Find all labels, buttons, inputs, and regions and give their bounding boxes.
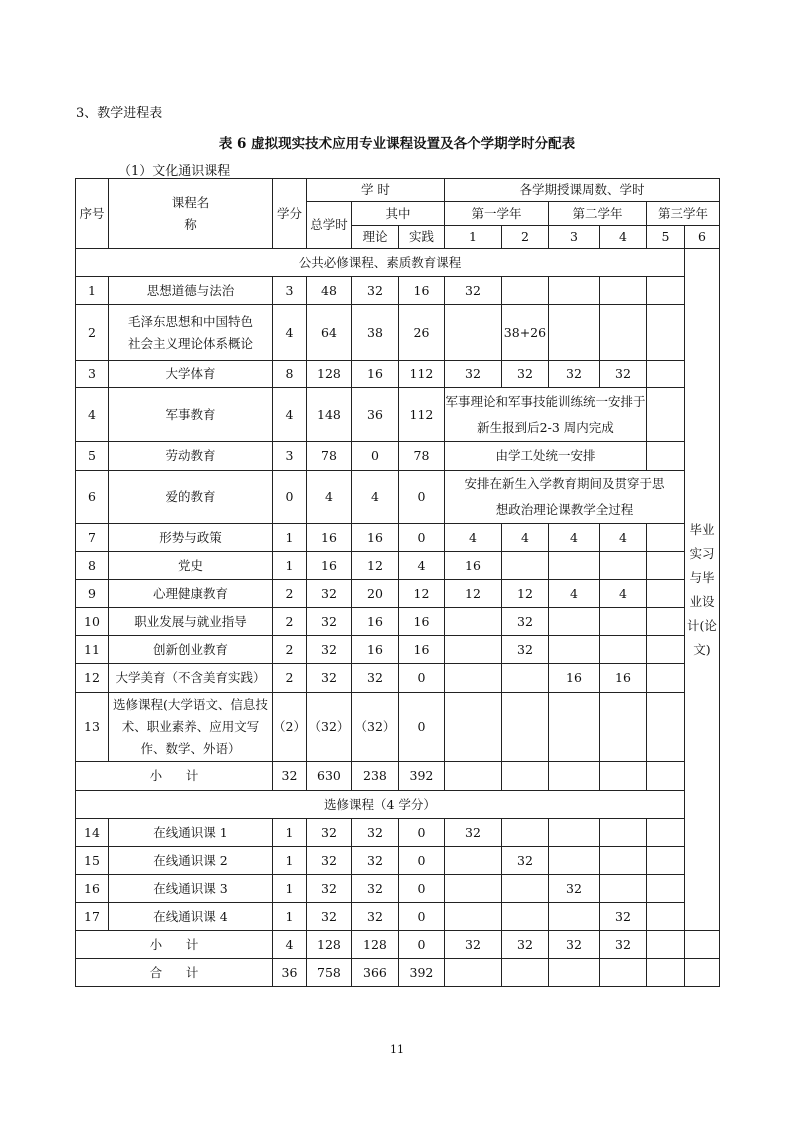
cell: 20 <box>351 580 398 608</box>
cell: 1 <box>273 903 307 931</box>
cell: 26 <box>398 305 444 361</box>
cell <box>599 636 646 664</box>
cell <box>646 636 684 664</box>
internship-label: 毕业实习与毕业设计(论文) <box>687 521 717 657</box>
cell: 16 <box>306 552 351 580</box>
course-name <box>109 305 273 361</box>
cell: 38+26 <box>501 305 548 361</box>
cell <box>548 277 599 305</box>
cell: 32 <box>306 819 351 847</box>
course-name-text: 在线通识课 1 <box>153 824 228 840</box>
row-number: 13 <box>76 693 109 762</box>
course-name-text: 军事教育 <box>165 406 216 422</box>
course-name-text: 选修课程(大学语文、信息技术、职业素养、应用文写作、数学、外语） <box>113 697 268 756</box>
course-name <box>109 875 273 903</box>
cell <box>646 819 684 847</box>
cell <box>646 552 684 580</box>
cell <box>548 693 599 762</box>
table-row <box>76 608 720 636</box>
course-name-text: 在线通识课 2 <box>153 852 228 868</box>
cell <box>444 875 501 903</box>
cell <box>599 277 646 305</box>
cell: 32 <box>501 847 548 875</box>
course-name <box>109 552 273 580</box>
cell: 32 <box>599 361 646 388</box>
cell: 32 <box>599 903 646 931</box>
header-sem-3: 3 <box>548 226 599 249</box>
course-name-text: 创新创业教育 <box>152 641 228 657</box>
cell: 16 <box>351 524 398 552</box>
cell <box>599 762 646 791</box>
cell: 32 <box>351 903 398 931</box>
cell: 32 <box>306 608 351 636</box>
row-number: 8 <box>76 552 109 580</box>
cell: 78 <box>306 442 351 471</box>
cell <box>548 847 599 875</box>
cell <box>501 959 548 987</box>
cell: 3 <box>273 442 307 471</box>
table-row <box>76 388 720 442</box>
subtotal-row <box>76 762 720 791</box>
cell: 112 <box>398 361 444 388</box>
table-row <box>76 552 720 580</box>
cell <box>646 361 684 388</box>
cell: 32 <box>273 762 307 791</box>
cell <box>599 959 646 987</box>
row-number: 9 <box>76 580 109 608</box>
page-number: 11 <box>390 1043 404 1056</box>
cell <box>548 762 599 791</box>
cell: 1 <box>273 847 307 875</box>
course-name <box>109 442 273 471</box>
cell <box>444 608 501 636</box>
cell: 4 <box>599 524 646 552</box>
course-name-text: 劳动教育 <box>165 448 216 463</box>
cell: 4 <box>306 471 351 524</box>
course-name <box>109 608 273 636</box>
course-name <box>109 847 273 875</box>
cell: 758 <box>306 959 351 987</box>
cell: 148 <box>306 388 351 442</box>
schedule-note <box>444 388 646 442</box>
subtotal-label: 小 计 <box>76 931 273 959</box>
course-name <box>109 664 273 693</box>
section-title: 选修课程（4 学分） <box>76 791 685 819</box>
table-row <box>76 305 720 361</box>
cell <box>501 277 548 305</box>
cell <box>684 959 719 987</box>
cell: 0 <box>351 442 398 471</box>
cell: 1 <box>273 819 307 847</box>
cell: 32 <box>351 819 398 847</box>
schedule-note-text: 军事理论和军事技能训练统一安排于新生报到后2-3 周内完成 <box>445 393 646 435</box>
header-sem-4: 4 <box>599 226 646 249</box>
cell <box>646 524 684 552</box>
cell: 366 <box>351 959 398 987</box>
cell <box>646 664 684 693</box>
table-row <box>76 636 720 664</box>
cell: 32 <box>351 664 398 693</box>
course-name-text: 在线通识课 3 <box>153 880 228 896</box>
cell: 4 <box>273 931 307 959</box>
cell: （32） <box>351 693 398 762</box>
row-number: 1 <box>76 277 109 305</box>
course-name-text: 大学体育 <box>165 366 216 381</box>
subheading: （1）文化通识课程 <box>118 164 231 179</box>
cell: 128 <box>306 361 351 388</box>
cell: 128 <box>351 931 398 959</box>
cell: 32 <box>351 277 398 305</box>
table-row <box>76 524 720 552</box>
cell: 32 <box>501 636 548 664</box>
cell <box>548 959 599 987</box>
cell: 32 <box>501 608 548 636</box>
section-title: 公共必修课程、素质教育课程 <box>76 249 685 277</box>
course-name <box>109 524 273 552</box>
course-name-text: 思想道德与法治 <box>146 282 235 298</box>
cell: 1 <box>273 875 307 903</box>
cell: 4 <box>444 524 501 552</box>
cell: 112 <box>398 388 444 442</box>
section-heading: 3、教学进程表 <box>76 106 163 121</box>
course-name-text: 职业发展与就业指导 <box>134 613 247 629</box>
course-name-text: 在线通识课 4 <box>153 908 228 924</box>
table-row <box>76 819 720 847</box>
table-row <box>76 580 720 608</box>
cell: 16 <box>444 552 501 580</box>
cell: 2 <box>273 636 307 664</box>
course-name-text: 爱的教育 <box>165 489 216 504</box>
table-row <box>76 277 720 305</box>
cell <box>501 693 548 762</box>
course-name <box>109 903 273 931</box>
schedule-note-text: 由学工处统一安排 <box>495 448 596 463</box>
section-row <box>76 249 720 277</box>
cell: 128 <box>306 931 351 959</box>
header-credit: 学分 <box>273 179 307 249</box>
course-name <box>109 636 273 664</box>
cell: 4 <box>351 471 398 524</box>
cell <box>501 903 548 931</box>
cell <box>599 819 646 847</box>
course-name <box>109 819 273 847</box>
cell: 1 <box>273 524 307 552</box>
table-row <box>76 664 720 693</box>
cell <box>646 693 684 762</box>
header-course-name: 课程名称 <box>109 179 273 249</box>
cell: 12 <box>444 580 501 608</box>
course-name <box>109 277 273 305</box>
cell <box>444 636 501 664</box>
cell: 16 <box>351 608 398 636</box>
course-name <box>109 580 273 608</box>
header-year3: 第三学年 <box>646 202 719 226</box>
cell: 12 <box>398 580 444 608</box>
cell <box>501 664 548 693</box>
cell: 4 <box>501 524 548 552</box>
cell: 48 <box>306 277 351 305</box>
header-year2: 第二学年 <box>548 202 646 226</box>
cell: 32 <box>548 361 599 388</box>
cell <box>599 552 646 580</box>
cell: 392 <box>398 762 444 791</box>
header-of-which: 其中 <box>351 202 444 226</box>
cell <box>646 388 684 442</box>
cell <box>599 847 646 875</box>
cell <box>646 277 684 305</box>
cell <box>501 875 548 903</box>
course-name-text: 形势与政策 <box>159 529 222 545</box>
cell <box>646 875 684 903</box>
cell <box>599 608 646 636</box>
cell <box>646 305 684 361</box>
cell <box>501 552 548 580</box>
cell: 32 <box>599 931 646 959</box>
cell <box>646 959 684 987</box>
row-number: 2 <box>76 305 109 361</box>
cell: 4 <box>273 305 307 361</box>
cell: 36 <box>273 959 307 987</box>
course-name <box>109 693 273 762</box>
cell: 0 <box>398 693 444 762</box>
header-sem-5: 5 <box>646 226 684 249</box>
header-year1: 第一学年 <box>444 202 548 226</box>
cell: 0 <box>398 664 444 693</box>
schedule-note-text: 安排在新生入学教育期间及贯穿于思想政治理论课教学全过程 <box>464 476 665 517</box>
cell: 32 <box>306 580 351 608</box>
cell: 8 <box>273 361 307 388</box>
cell <box>548 903 599 931</box>
header-semesters: 各学期授课周数、学时 <box>444 179 719 202</box>
row-number: 6 <box>76 471 109 524</box>
course-name <box>109 471 273 524</box>
cell: 32 <box>548 875 599 903</box>
cell: 32 <box>306 636 351 664</box>
cell: 4 <box>398 552 444 580</box>
table-row <box>76 442 720 471</box>
cell <box>444 693 501 762</box>
cell <box>646 762 684 791</box>
cell: 630 <box>306 762 351 791</box>
internship-cell <box>684 249 719 931</box>
cell: 38 <box>351 305 398 361</box>
cell <box>444 305 501 361</box>
subtotal-label: 合 计 <box>76 959 273 987</box>
cell: 32 <box>306 875 351 903</box>
cell: 32 <box>501 931 548 959</box>
cell: 32 <box>444 931 501 959</box>
cell: 12 <box>501 580 548 608</box>
header-practice: 实践 <box>398 226 444 249</box>
row-number: 10 <box>76 608 109 636</box>
cell: 16 <box>599 664 646 693</box>
cell: 32 <box>444 819 501 847</box>
cell: 32 <box>306 847 351 875</box>
cell: 16 <box>398 608 444 636</box>
cell: 0 <box>398 471 444 524</box>
subtotal-label: 小 计 <box>76 762 273 791</box>
cell: 32 <box>548 931 599 959</box>
cell <box>599 693 646 762</box>
cell <box>599 305 646 361</box>
course-name-text: 毛泽东思想和中国特色社会主义理论体系概论 <box>127 313 253 351</box>
cell: 4 <box>599 580 646 608</box>
cell <box>548 552 599 580</box>
row-number: 14 <box>76 819 109 847</box>
cell: 2 <box>273 608 307 636</box>
header-hours: 学 时 <box>306 179 444 202</box>
cell: 0 <box>398 847 444 875</box>
cell <box>444 959 501 987</box>
row-number: 7 <box>76 524 109 552</box>
table-row <box>76 361 720 388</box>
cell <box>684 931 719 959</box>
cell <box>646 442 684 471</box>
section-row <box>76 791 720 819</box>
row-number: 15 <box>76 847 109 875</box>
cell: 16 <box>398 277 444 305</box>
header-no: 序号 <box>76 179 109 249</box>
table-title: 表 6 虚拟现实技术应用专业课程设置及各个学期学时分配表 <box>218 136 576 152</box>
cell: 4 <box>548 580 599 608</box>
cell: 78 <box>398 442 444 471</box>
cell <box>646 847 684 875</box>
cell <box>646 903 684 931</box>
cell <box>599 875 646 903</box>
cell: 16 <box>306 524 351 552</box>
cell: 0 <box>273 471 307 524</box>
table-row <box>76 847 720 875</box>
cell: （2） <box>273 693 307 762</box>
cell: 3 <box>273 277 307 305</box>
schedule-note <box>444 471 684 524</box>
cell: 32 <box>444 277 501 305</box>
cell <box>444 903 501 931</box>
row-number: 12 <box>76 664 109 693</box>
cell: 4 <box>273 388 307 442</box>
cell: 16 <box>351 636 398 664</box>
cell: 0 <box>398 903 444 931</box>
cell: 1 <box>273 552 307 580</box>
header-theory: 理论 <box>351 226 398 249</box>
cell: 32 <box>351 847 398 875</box>
cell: 32 <box>444 361 501 388</box>
cell: 32 <box>306 903 351 931</box>
cell <box>444 664 501 693</box>
cell <box>646 931 684 959</box>
cell: 16 <box>351 361 398 388</box>
cell: 0 <box>398 524 444 552</box>
subtotal-row <box>76 931 720 959</box>
schedule-note <box>444 442 646 471</box>
header-sem-1: 1 <box>444 226 501 249</box>
cell: 64 <box>306 305 351 361</box>
header-total-hours: 总学时 <box>306 202 351 249</box>
cell: 16 <box>398 636 444 664</box>
row-number: 17 <box>76 903 109 931</box>
cell: 12 <box>351 552 398 580</box>
cell: 32 <box>306 664 351 693</box>
cell: （32） <box>306 693 351 762</box>
course-name <box>109 361 273 388</box>
cell: 0 <box>398 875 444 903</box>
course-schedule-table <box>75 178 720 987</box>
cell: 32 <box>501 361 548 388</box>
course-name-text: 大学美育（不含美育实践） <box>115 670 266 685</box>
row-number: 11 <box>76 636 109 664</box>
table-row <box>76 471 720 524</box>
course-name-text: 心理健康教育 <box>152 585 228 601</box>
cell <box>548 636 599 664</box>
row-number: 5 <box>76 442 109 471</box>
cell: 2 <box>273 664 307 693</box>
course-name <box>109 388 273 442</box>
header-sem-2: 2 <box>501 226 548 249</box>
cell: 2 <box>273 580 307 608</box>
cell <box>548 305 599 361</box>
cell: 32 <box>351 875 398 903</box>
cell: 0 <box>398 819 444 847</box>
cell: 392 <box>398 959 444 987</box>
row-number: 16 <box>76 875 109 903</box>
cell <box>501 819 548 847</box>
row-number: 4 <box>76 388 109 442</box>
cell: 36 <box>351 388 398 442</box>
table-row <box>76 693 720 762</box>
cell <box>548 819 599 847</box>
row-number: 3 <box>76 361 109 388</box>
cell <box>646 580 684 608</box>
cell: 4 <box>548 524 599 552</box>
course-name-text: 党史 <box>177 557 203 573</box>
cell: 16 <box>548 664 599 693</box>
cell <box>444 762 501 791</box>
cell: 0 <box>398 931 444 959</box>
cell <box>646 608 684 636</box>
table-row <box>76 875 720 903</box>
cell <box>548 608 599 636</box>
cell: 238 <box>351 762 398 791</box>
subtotal-row <box>76 959 720 987</box>
header-sem-6: 6 <box>684 226 719 249</box>
cell <box>501 762 548 791</box>
table-row <box>76 903 720 931</box>
cell <box>444 847 501 875</box>
